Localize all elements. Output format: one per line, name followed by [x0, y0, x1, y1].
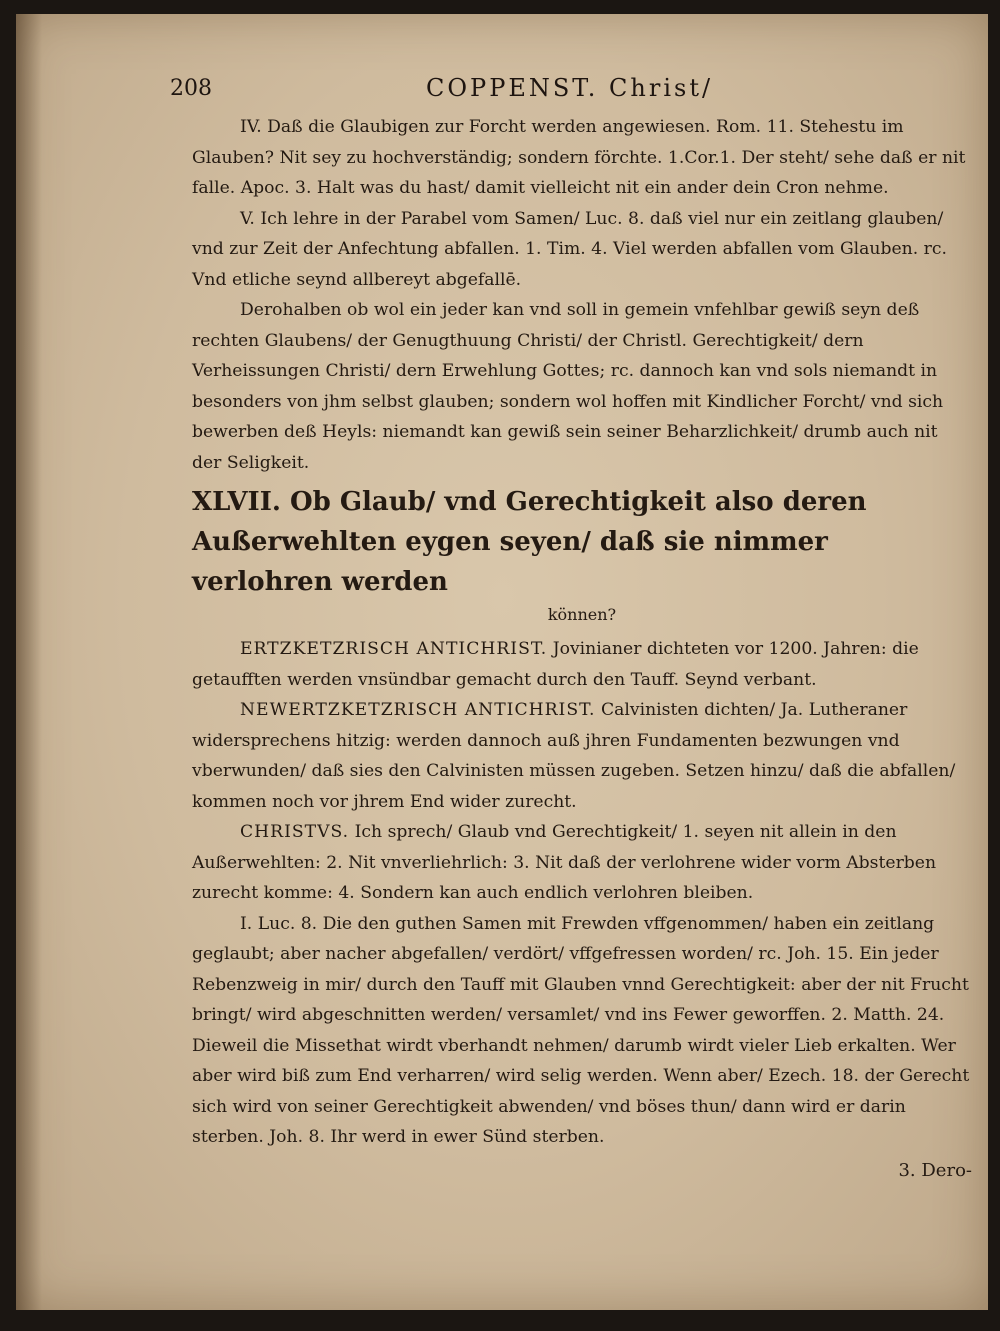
paragraph-christus [192, 817, 972, 909]
running-head: COPPENST. Christ/ [426, 74, 714, 102]
paragraph-newertzketzrisch [192, 695, 972, 817]
speaker-text: Ich sprech/ Glaub vnd Gerechtigkeit/ 1. seyen nit allein in den Außerwehlten: 2. Nit vnverliehrlich: 3. Nit daß der verlohrene wider vorm Absterben zurecht komme: 4. Sondern kan auch endlich verlohren bleiben. [192, 822, 937, 903]
book-page [16, 14, 988, 1310]
paragraph-i-luc: I. Luc. 8. Die den guthen Samen mit Frewden vffgenommen/ haben ein zeitlang geglaubt; aber nacher abgefallen/ verdört/ vffgefressen worden/ rc. Joh. 15. Ein jeder Rebenzweig in mir/ durch den Tauff mit Glauben vnnd Gerechtigkeit: aber der nit Frucht bringt/ wird abgeschnitten werden/ versamlet/ vnd ins Fewer geworffen. 2. Matth. 24. Dieweil die Missethat wirdt vberhandt nehmen/ darumb wirdt vieler Lieb erkalten. Wer aber wird biß zum End verharren/ wird selig werden. Wenn aber/ Ezech. 18. der Gerecht sich wird von seiner Gerechtigkeit abwenden/ vnd böses thun/ dann wird er darin sterben. Joh. 8. Ihr werd in ewer Sünd sterben. [192, 913, 970, 1147]
paragraph-v: V. Ich lehre in der Parabel vom Samen/ Luc. 8. daß viel nur ein zeitlang glauben/ vnd zur Zeit der Anfechtung abfallen. 1. Tim. 4. Viel werden abfallen vom Glauben. rc. Vnd etliche seynd allbereyt abgefallē. [192, 208, 947, 290]
paragraph-iv: IV. Daß die Glaubigen zur Forcht werden angewiesen. Rom. 11. Stehestu im Glauben? Nit sey zu hochverständig; sondern förchte. 1.Cor.1. Der steht/ sehe daß er nit falle. Apoc. 3. Halt was du hast/ damit vielleicht nit ein ander dein Cron nehme. [192, 117, 966, 198]
section-heading: XLVII. Ob Glaub/ vnd Gerechtigkeit also deren Außerwehlten eygen seyen/ daß sie nimmer verlohren werden [192, 487, 867, 597]
speaker-label: ERTZKETZRISCH ANTICHRIST. [240, 639, 548, 659]
paragraph-ertzketzrisch [192, 634, 972, 695]
speaker-label: NEWERTZKETZRISCH ANTICHRIST. [240, 700, 596, 720]
speaker-label: CHRISTVS. [240, 822, 350, 842]
speaker-text: Jovinianer dichteten vor 1200. Jahren: die getaufften werden vnsündbar gemacht durch den Tauff. Seynd verbant. [192, 639, 919, 690]
page-gutter-shadow [16, 14, 42, 1310]
page-text [192, 112, 972, 1185]
speaker-text: Calvinisten dichten/ Ja. Lutheraner widersprechens hitzig: werden dannoch auß jhren Fundamenten bezwungen vnd vberwunden/ daß sies den Calvinisten müssen zugeben. Setzen hinzu/ daß die abfallen/ kommen noch vor jhrem End wider zurecht. [192, 700, 956, 812]
page-number: 208 [170, 76, 212, 101]
paragraph-derohalben: Derohalben ob wol ein jeder kan vnd soll in gemein vnfehlbar gewiß seyn deß rechten Glaubens/ der Genugthuung Christi/ der Christl. Gerechtigkeit/ dern Verheissungen Christi/ dern Erwehlung Gottes; rc. dannoch kan vnd sols niemandt in besonders von jhm selbst glauben; sondern wol hoffen mit Kindlicher Forcht/ vnd sich bewerben deß Heyls: niemandt kan gewiß sein seiner Beharzlichkeit/ drumb auch nit der Seligkeit. [192, 300, 944, 473]
section-heading-end: können? [547, 605, 617, 624]
catchword: 3. Dero- [898, 1159, 972, 1181]
